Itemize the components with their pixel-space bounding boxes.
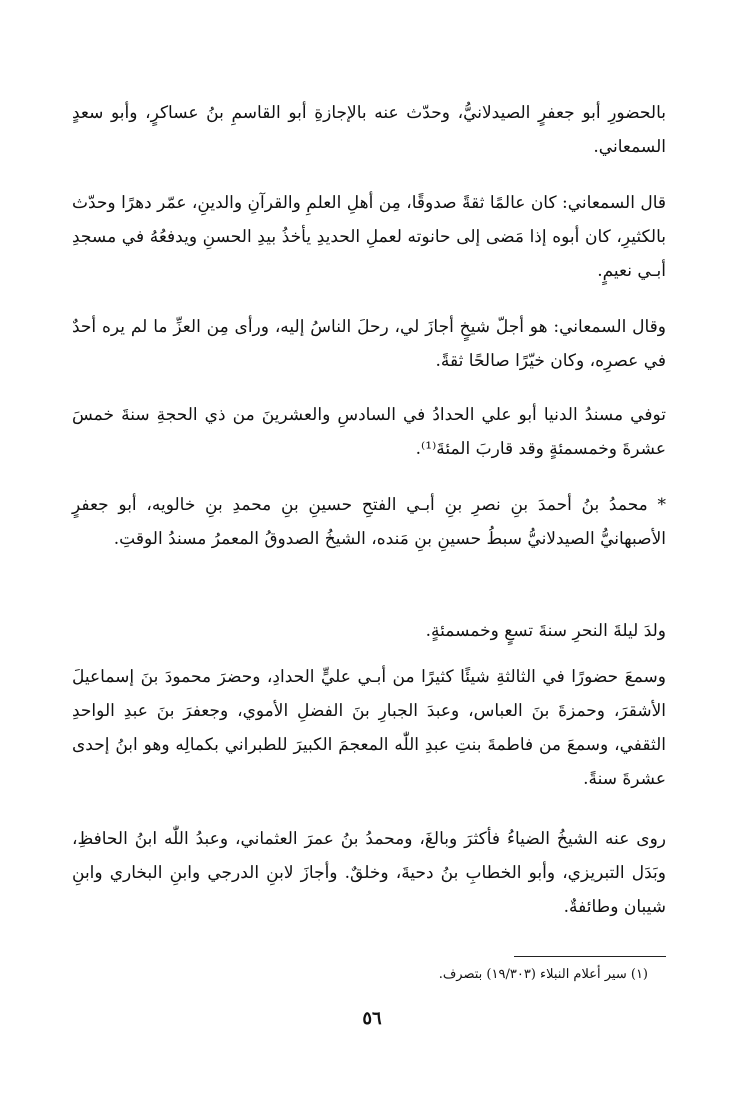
footnote-divider — [514, 956, 666, 957]
paragraph-5: * محمدُ بنُ أحمدَ بنِ نصرِ بنِ أبـي الفتحِ حسينِ بنِ محمدِ بنِ خالويه، أبو جعفرٍ الأصبهانيُّ الصيدلانيُّ سبطُ حسينِ بنِ مَنده، الشيخُ الصدوقُ المعمرُ مسندُ الوقتِ. — [72, 495, 666, 549]
paragraph-8: روى عنه الشيخُ الضياءُ فأكثرَ وبالغَ، ومحمدُ بنُ عمرَ العثماني، وعبدُ اللّٰه ابنُ الحافظِ، وبَدَل التبريزي، وأبو الخطابِ بنُ دحيةَ، وخلقٌ. وأجازَ لابنِ الدرجي وابنِ البخاري وابنِ شيبان وطائفةٌ. — [72, 829, 666, 917]
paragraph-3: وقال السمعاني: هو أجلّ شيخٍ أجازَ لي، رحلَ الناسُ إليه، ورأى مِن العزِّ ما لم يره أحدٌ في عصرِه، وكان خيّرًا صالحًا ثقةً. — [72, 317, 666, 371]
paragraph-1: بالحضورِ أبو جعفرٍ الصيدلانيُّ، وحدّث عنه بالإجازةِ أبو القاسمِ بنُ عساكرٍ، وأبو سعدٍ السمعاني. — [72, 103, 666, 157]
paragraph-6: ولدَ ليلةَ النحرِ سنةَ تسعٍ وخمسمئةٍ. — [425, 621, 666, 641]
paragraph-2: قال السمعاني: كان عالمًا ثقةً صدوقًا، مِن أهلِ العلمِ والقرآنِ والدينِ، عمّر دهرًا وحدّث بالكثيرِ، كان أبوه إذا مَضى إلى حانوته لعملِ الحديدِ يأخذُ بيدِ الحسنِ ويدفعُهُ في مسجدِ أبـي نعيمٍ. — [72, 193, 666, 281]
footnote: (١) سير أعلام النبلاء (١٩/٣٠٣) بتصرف. — [438, 967, 648, 982]
page-number: ٥٦ — [362, 1008, 382, 1029]
paragraph-4: توفي مسندُ الدنيا أبو علي الحدادُ في السادسِ والعشرينَ من ذي الحجةِ سنةَ خمسَ عشرةَ وخمسمئةٍ وقد قاربَ المئةَ⁽¹⁾. — [72, 405, 666, 459]
paragraph-7: وسمعَ حضورًا في الثالثةِ شيئًا كثيرًا من أبـي عليٍّ الحدادِ، وحضرَ محمودَ بنَ إسماعيلَ الأشقرَ، وحمزةَ بنَ العباس، وعبدَ الجبارِ بنَ الفضلِ الأموي، وجعفرَ بنَ عبدِ الواحدِ الثقفي، وسمعَ من فاطمةَ بنتِ عبدِ اللّٰه المعجمَ الكبيرَ للطبراني بكمالِه وهو ابنُ إحدى عشرةَ سنةً. — [72, 667, 666, 789]
